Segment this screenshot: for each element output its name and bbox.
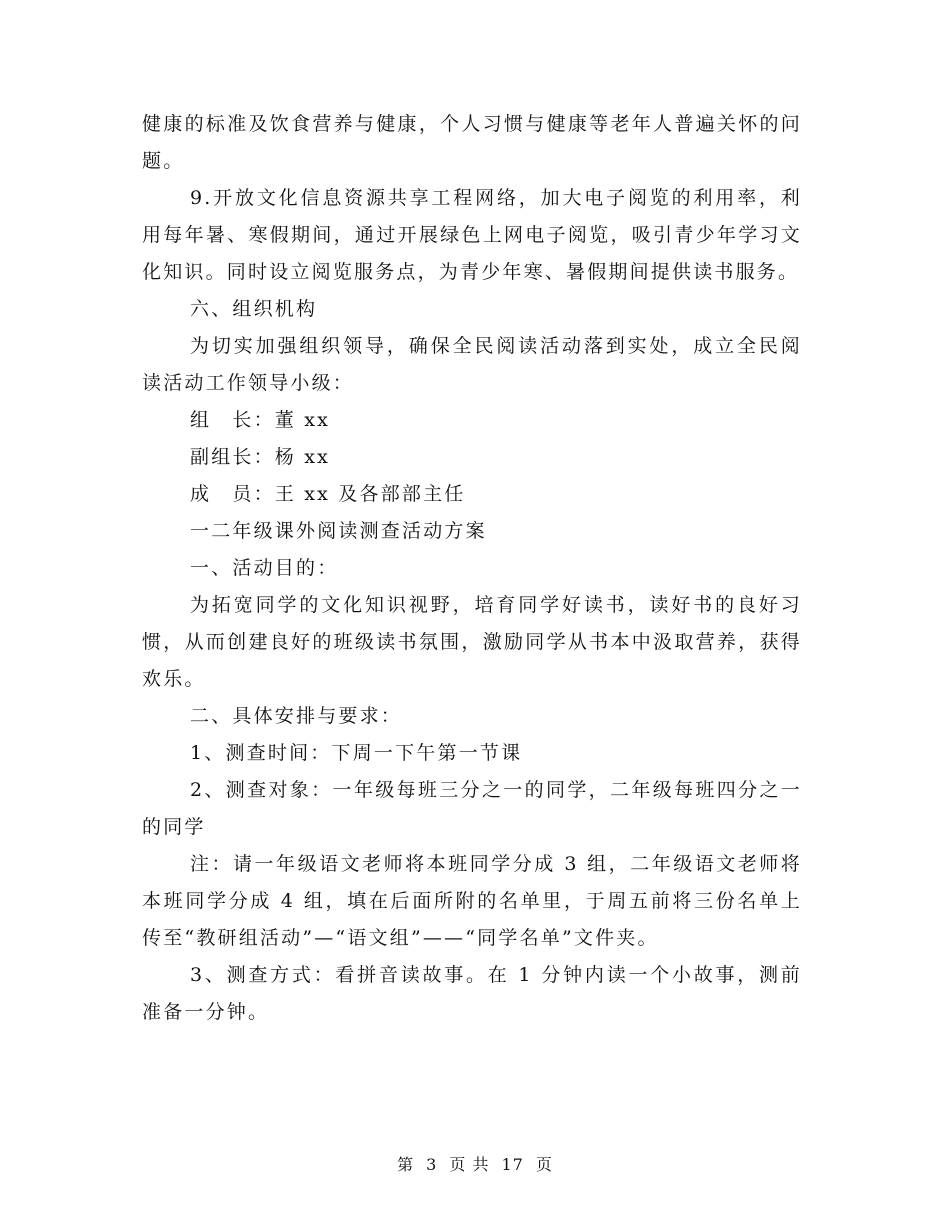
footer-total-pages: 17 xyxy=(501,1155,524,1174)
page-footer xyxy=(0,1152,950,1175)
footer-mid: 页 共 xyxy=(449,1155,490,1174)
footer-suffix: 页 xyxy=(535,1155,553,1174)
paragraph-9: 为拓宽同学的文化知识视野，培育同学好读书，读好书的良好习惯，从而创建良好的班级读书氛围，激励同学从书本中汲取营养，获得欢乐。 xyxy=(142,594,802,690)
footer-prefix: 第 xyxy=(397,1155,415,1174)
section-heading-arrangement: 二、具体安排与要求： xyxy=(190,705,403,727)
paragraph-0: 健康的标准及饮食营养与健康，个人习惯与健康等老年人普遍关怀的问题。 xyxy=(142,113,802,172)
paragraph-1: 9.开放文化信息资源共享工程网络，加大电子阅览的利用率，利用每年暑、寒假期间，通过开展绿色上网电子阅览，吸引青少年学习文化知识。同时设立阅览服务点，为青少年寒、暑假期间提供读书服务。 xyxy=(142,187,802,283)
test-method-line: 3、测查方式：看拼音读故事。在 1 分钟内读一个小故事，测前准备一分钟。 xyxy=(142,964,802,1023)
section-heading-organization: 六、组织机构 xyxy=(190,298,318,320)
note-paragraph: 注：请一年级语文老师将本班同学分成 3 组，二年级语文老师将本班同学分成 4 组，填在后面所附的名单里，于周五前将三份名单上传至“教研组活动”—“语文组”——“同学名单”文件夹。 xyxy=(142,853,802,949)
paragraph-3: 为切实加强组织领导，确保全民阅读活动落到实处，成立全民阅读活动工作领导小级： xyxy=(142,335,802,394)
members-line: 成 员：王 xx 及各部部主任 xyxy=(190,483,466,505)
section-heading-purpose: 一、活动目的： xyxy=(190,557,339,579)
footer-page-number: 3 xyxy=(426,1155,438,1174)
document-body xyxy=(142,106,802,1031)
deputy-leader-line: 副组长：杨 xx xyxy=(190,446,331,468)
leader-line: 组 长：董 xx xyxy=(190,409,331,431)
test-target-line: 2、测查对象：一年级每班三分之一的同学，二年级每班四分之一的同学 xyxy=(142,779,802,838)
test-time-line: 1、测查时间：下周一下午第一节课 xyxy=(190,742,523,764)
plan-title: 一二年级课外阅读测查活动方案 xyxy=(190,520,487,542)
